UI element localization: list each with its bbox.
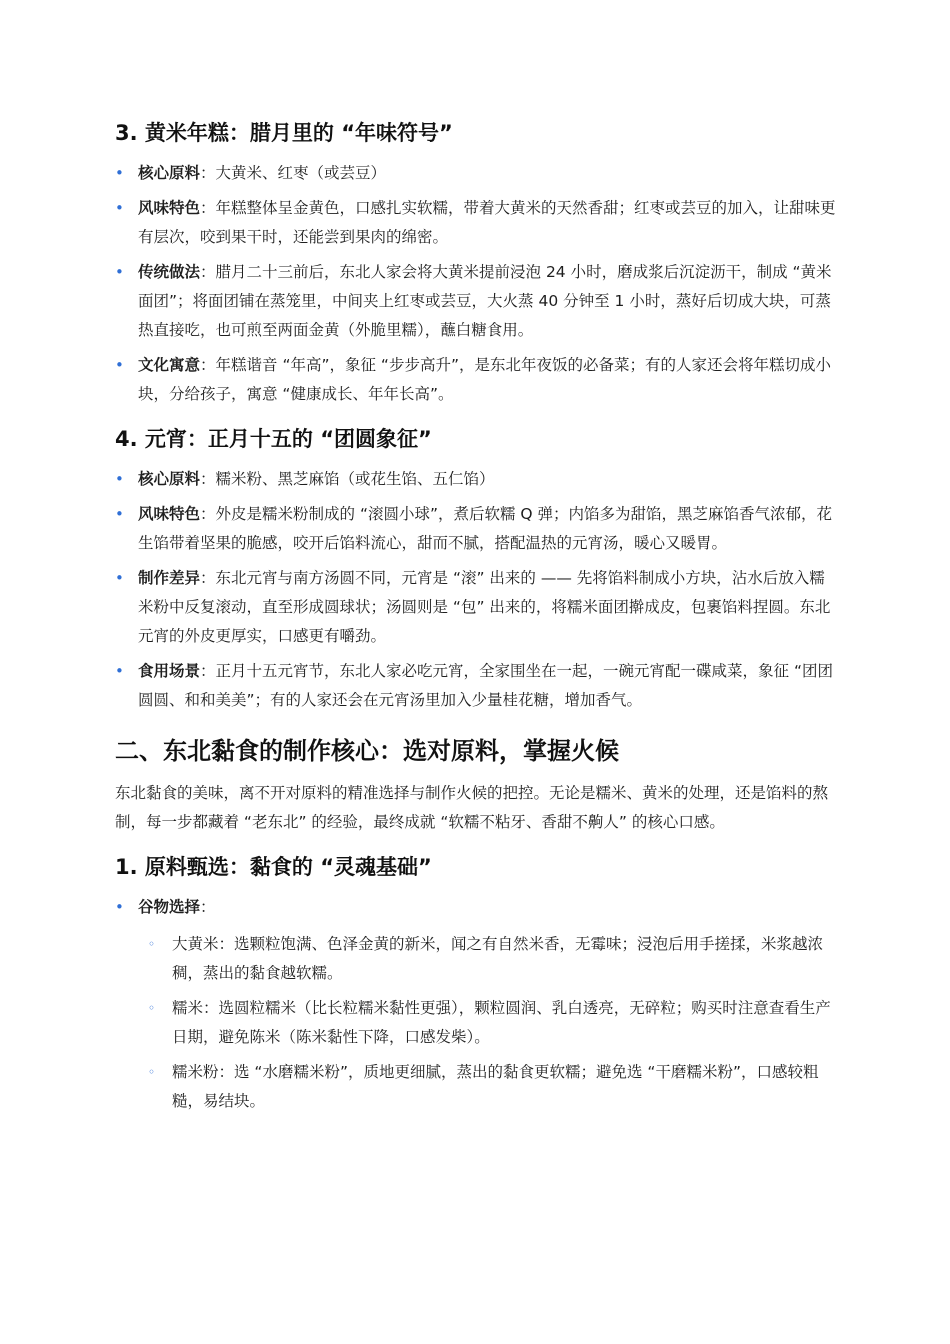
item-text: ：大黄米、红枣（或芸豆）	[200, 164, 387, 182]
item-text: ：腊月二十三前后，东北人家会将大黄米提前浸泡 24 小时，磨成浆后沉淀沥干，制成 “黄米面团”；将面团铺在蒸笼里，中间夹上红枣或芸豆，大火蒸 40 分钟至 1 小时，蒸好后切成大块，可蒸热直接吃，也可煎至两面金黄（外脆里糯），蘸白糖食用。	[138, 263, 832, 339]
item-text: ：糯米粉、黑芝麻馅（或花生馅、五仁馅）	[200, 470, 495, 488]
section-3-heading: 3. 黄米年糕：腊月里的 “年味符号”	[115, 121, 453, 145]
sublist-item: ◦ 大黄米：选颗粒饱满、色泽金黄的新米，闻之有自然米香，无霉味；浸泡后用手搓揉，米浆越浓稠，蒸出的黏食越软糯。	[138, 930, 837, 988]
item-text: ：年糕整体呈金黄色，口感扎实软糯，带着大黄米的天然香甜；红枣或芸豆的加入，让甜味更有层次，咬到果干时，还能尝到果肉的绵密。	[138, 199, 836, 246]
section-3-list	[115, 159, 837, 409]
sublist-item: ◦ 糯米：选圆粒糯米（比长粒糯米黏性更强），颗粒圆润、乳白透亮，无碎粒；购买时注意查看生产日期，避免陈米（陈米黏性下降，口感发柴）。	[138, 994, 837, 1052]
section-4-heading: 4. 元宵：正月十五的 “团圆象征”	[115, 427, 432, 451]
item-label: 谷物选择	[138, 898, 201, 916]
list-item	[115, 351, 837, 409]
item-text: ：年糕谐音 “年高”，象征 “步步高升”，是东北年夜饭的必备菜；有的人家还会将年糕切成小块，分给孩子，寓意 “健康成长、年年长高”。	[138, 356, 831, 403]
item-label: 风味特色	[138, 199, 201, 217]
part-2-heading: 二、东北黏食的制作核心：选对原料，掌握火候	[115, 737, 619, 765]
list-item	[115, 657, 837, 715]
item-label: 风味特色	[138, 505, 201, 523]
item-text: ：外皮是糯米粉制成的 “滚圆小球”，煮后软糯 Q 弹；内馅多为甜馅，黑芝麻馅香气浓郁，花生馅带着坚果的脆感，咬开后馅料流心，甜而不腻，搭配温热的元宵汤，暖心又暖胃。	[138, 505, 833, 552]
list-item	[115, 564, 837, 651]
list-item	[115, 893, 837, 1116]
item-label: 核心原料	[138, 164, 201, 182]
document-page	[115, 103, 837, 1122]
list-item	[115, 258, 837, 345]
ingredient-list	[115, 893, 837, 1116]
item-label: 食用场景	[138, 662, 201, 680]
grain-sublist	[138, 930, 837, 1116]
item-label: 核心原料	[138, 470, 201, 488]
part-2-intro: 东北黏食的美味，离不开对原料的精准选择与制作火候的把控。无论是糯米、黄米的处理，还是馅料的熬制，每一步都藏着 “老东北” 的经验，最终成就 “软糯不粘牙、香甜不齁人” 的核心口感。	[115, 784, 829, 831]
item-label: 文化寓意	[138, 356, 201, 374]
item-text: ：正月十五元宵节，东北人家必吃元宵，全家围坐在一起，一碗元宵配一碟咸菜，象征 “团团圆圆、和和美美”；有的人家还会在元宵汤里加入少量桂花糖，增加香气。	[138, 662, 833, 709]
list-item	[115, 159, 837, 188]
sublist-item: ◦ 糯米粉：选 “水磨糯米粉”，质地更细腻，蒸出的黏食更软糯；避免选 “干磨糯米粉”，口感较粗糙，易结块。	[138, 1058, 837, 1116]
list-item	[115, 465, 837, 494]
item-label: 传统做法	[138, 263, 201, 281]
item-text: ：	[200, 898, 216, 916]
ingredient-selection-heading: 1. 原料甄选：黏食的 “灵魂基础”	[115, 855, 432, 879]
item-label: 制作差异	[138, 569, 201, 587]
section-4-list	[115, 465, 837, 715]
item-text: ：东北元宵与南方汤圆不同，元宵是 “滚” 出来的 —— 先将馅料制成小方块，沾水后放入糯米粉中反复滚动，直至形成圆球状；汤圆则是 “包” 出来的，将糯米面团擀成皮，包裹馅料捏圆。东北元宵的外皮更厚实，口感更有嚼劲。	[138, 569, 831, 645]
list-item	[115, 500, 837, 558]
list-item	[115, 194, 837, 252]
